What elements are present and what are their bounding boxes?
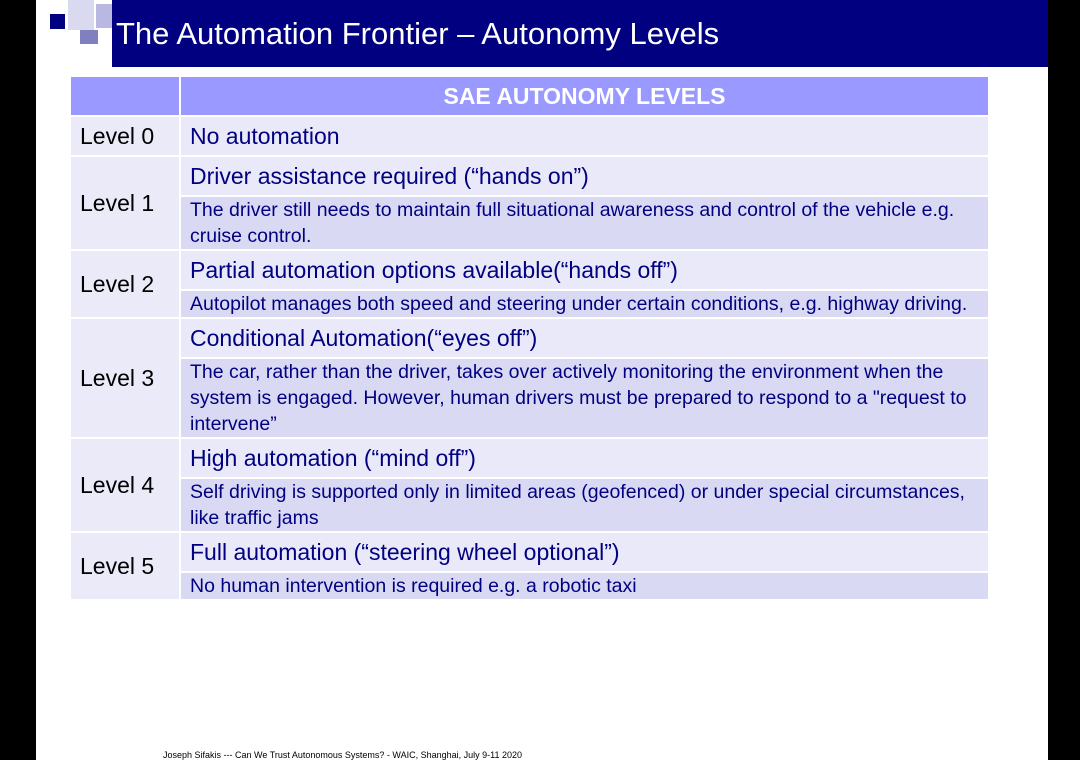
header-corner-cell xyxy=(70,76,180,116)
level-description: Autopilot manages both speed and steering under certain conditions, e.g. highway driving. xyxy=(180,290,989,318)
decor-square-icon xyxy=(96,4,112,28)
table-row xyxy=(70,156,989,196)
table-row xyxy=(70,358,989,438)
level-label: Level 2 xyxy=(70,250,180,318)
decor-square-icon xyxy=(68,0,94,30)
table-row xyxy=(70,196,989,250)
level-title: High automation (“mind off”) xyxy=(180,438,989,478)
table-row xyxy=(70,250,989,290)
level-description: No human intervention is required e.g. a robotic taxi xyxy=(180,572,989,600)
level-title: Conditional Automation(“eyes off”) xyxy=(180,318,989,358)
table-row xyxy=(70,572,989,600)
slide-footer: Joseph Sifakis --- Can We Trust Autonomous Systems? - WAIC, Shanghai, July 9-11 2020 xyxy=(163,750,522,760)
table-row xyxy=(70,290,989,318)
slide xyxy=(36,0,1048,760)
level-label: Level 5 xyxy=(70,532,180,600)
decor-square-icon xyxy=(80,30,98,44)
level-label: Level 0 xyxy=(70,116,180,156)
table-row xyxy=(70,438,989,478)
table-row xyxy=(70,532,989,572)
level-title: Full automation (“steering wheel optional”) xyxy=(180,532,989,572)
level-title: No automation xyxy=(180,116,989,156)
level-title: Partial automation options available(“hands off”) xyxy=(180,250,989,290)
table-header: SAE AUTONOMY LEVELS xyxy=(180,76,989,116)
table-row xyxy=(70,116,989,156)
level-description: The car, rather than the driver, takes over actively monitoring the environment when the system is engaged. However, human drivers must be prepared to respond to a "request to intervene” xyxy=(180,358,989,438)
level-title: Driver assistance required (“hands on”) xyxy=(180,156,989,196)
level-label: Level 4 xyxy=(70,438,180,532)
decor-square-icon xyxy=(50,14,65,29)
levels-body xyxy=(70,116,989,600)
table-row xyxy=(70,318,989,358)
sae-levels-table xyxy=(69,75,990,601)
level-description: The driver still needs to maintain full situational awareness and control of the vehicle e.g. cruise control. xyxy=(180,196,989,250)
table-row xyxy=(70,478,989,532)
level-description: Self driving is supported only in limited areas (geofenced) or under special circumstances, like traffic jams xyxy=(180,478,989,532)
table-header-row xyxy=(70,76,989,116)
level-label: Level 1 xyxy=(70,156,180,250)
level-label: Level 3 xyxy=(70,318,180,438)
slide-title: The Automation Frontier – Autonomy Levels xyxy=(116,16,720,51)
